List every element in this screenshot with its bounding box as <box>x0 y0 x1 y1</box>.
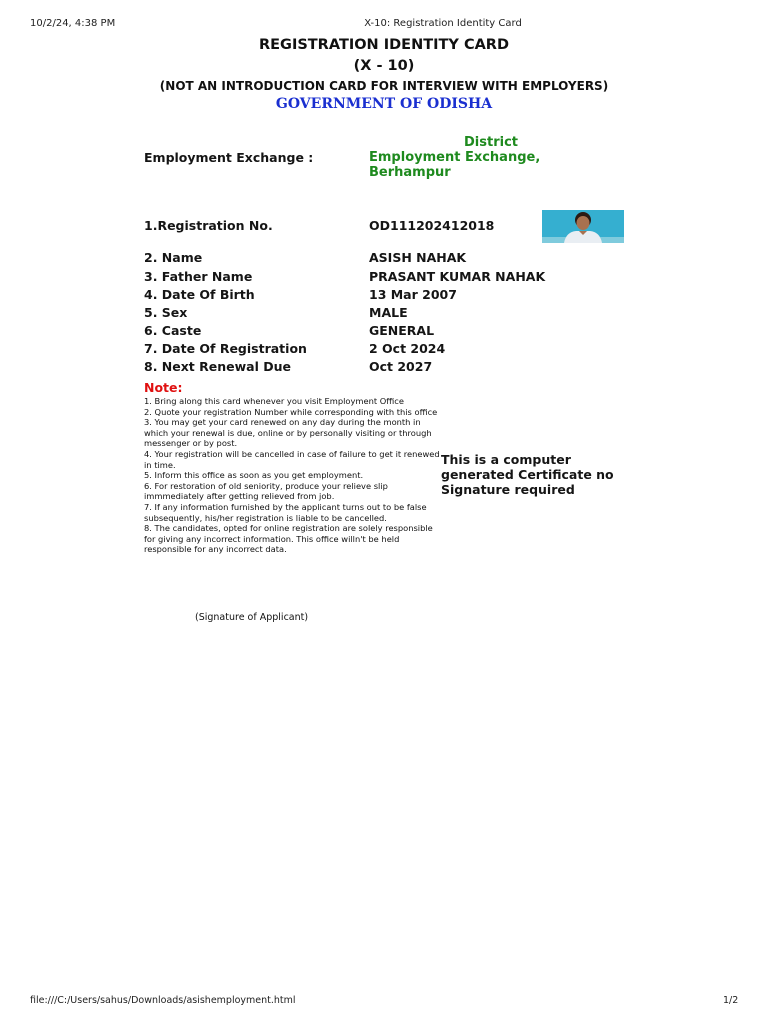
print-datetime: 10/2/24, 4:38 PM <box>30 18 116 29</box>
field-value-name: ASISH NAHAK <box>369 250 467 265</box>
card-title: REGISTRATION IDENTITY CARD <box>258 37 510 53</box>
field-value-sex: MALE <box>369 305 408 320</box>
field-label-date-of-registration: 7. Date Of Registration <box>144 341 307 356</box>
field-value-caste: GENERAL <box>369 323 435 338</box>
note-list <box>144 396 440 555</box>
field-label-next-renewal-due: 8. Next Renewal Due <box>144 359 291 374</box>
field-value-father-name: PRASANT KUMAR NAHAK <box>369 269 546 284</box>
field-value-registration-no: OD111202412018 <box>369 218 495 233</box>
note-item: 5. Inform this office as soon as you get employment. <box>144 470 364 481</box>
exchange-line1: District <box>464 135 518 150</box>
note-title: Note: <box>144 380 183 395</box>
field-label-date-of-birth: 4. Date Of Birth <box>144 287 255 302</box>
field-value-date-of-registration: 2 Oct 2024 <box>369 341 446 356</box>
exchange-label: Employment Exchange : <box>144 150 314 165</box>
computer-generated-note: This is a computer generated Certificate no Signature required <box>441 452 614 497</box>
field-label-father-name: 3. Father Name <box>144 269 253 284</box>
note-item: 4. Your registration will be cancelled in case of failure to get it renewed in time. <box>144 448 440 470</box>
note-item: 1. Bring along this card whenever you visit Employment Office <box>144 396 404 406</box>
field-value-date-of-birth: 13 Mar 2007 <box>369 287 457 302</box>
print-page-number: 1/2 <box>723 995 739 1006</box>
applicant-photo-image <box>542 210 624 243</box>
note-item: 7. If any information furnished by the applicant turns out to be false subsequently, his/her registration is liable to be cancelled. <box>144 501 427 523</box>
form-code: (X - 10) <box>353 58 415 74</box>
exchange-line3: Berhampur <box>369 165 451 180</box>
field-label-registration-no: 1.Registration No. <box>144 218 273 233</box>
government-name: GOVERNMENT OF ODISHA <box>275 96 493 112</box>
print-file-path: file:///C:/Users/sahus/Downloads/asishemployment.html <box>30 995 296 1006</box>
note-item: 8. The candidates, opted for online registration are solely responsible for giving any incorrect information. This office willn't be held responsible for any incorrect data. <box>144 523 433 555</box>
print-page-title: X-10: Registration Identity Card <box>364 18 522 29</box>
note-item: 6. For restoration of old seniority, produce your relieve slip immmediately after getting relieved from job. <box>144 480 388 502</box>
field-value-next-renewal-due: Oct 2027 <box>369 359 433 374</box>
exchange-line2: Employment Exchange, <box>369 150 541 165</box>
applicant-photo <box>542 210 624 243</box>
note-item: 2. Quote your registration Number while corresponding with this office <box>144 406 438 417</box>
field-label-caste: 6. Caste <box>144 323 202 338</box>
field-label-name: 2. Name <box>144 250 203 265</box>
signature-label: (Signature of Applicant) <box>195 612 309 623</box>
field-label-sex: 5. Sex <box>144 305 188 320</box>
note-item: 3. You may get your card renewed on any day during the month in which your renewal is due, online or by personally visiting or through messenger or by post. <box>144 417 432 449</box>
disclaimer: (NOT AN INTRODUCTION CARD FOR INTERVIEW WITH EMPLOYERS) <box>159 79 609 93</box>
